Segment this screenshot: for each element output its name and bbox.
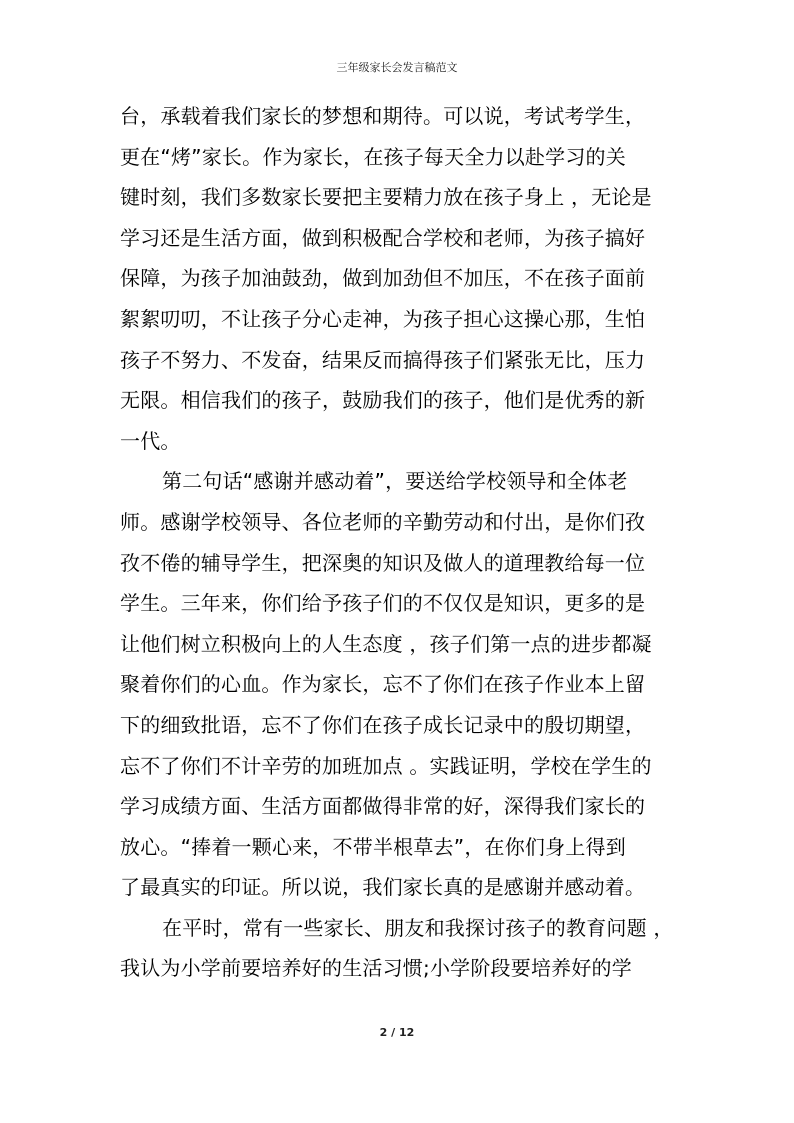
text-line: 我认为小学前要培养好的生活习惯;小学阶段要培养好的学 (120, 956, 632, 981)
text-line: 孩子不努力、不发奋，结果反而搞得孩子们紧张无比，压力 (120, 347, 646, 372)
text-line: 无限。相信我们的孩子，鼓励我们的孩子，他们是优秀的新 (120, 388, 646, 413)
text-line: 学习还是生活方面，做到积极配合学校和老师，为孩子搞好 (120, 225, 646, 250)
text-line: 下的细致批语，忘不了你们在孩子成长记录中的殷切期望， (120, 712, 646, 737)
page-number: 2 / 12 (379, 1026, 415, 1039)
document-body (120, 96, 680, 989)
text-line: 学习成绩方面、生活方面都做得非常的好，深得我们家长的 (120, 794, 646, 819)
text-line: 忘不了你们不计辛劳的加班加点 。实践证明，学校在学生的 (120, 753, 652, 778)
text-line: 絮絮叨叨，不让孩子分心走神，为孩子担心这操心那，生怕 (120, 306, 646, 331)
paragraph-start-line: 第二句话“感谢并感动着”，要送给学校领导和全体老 (162, 469, 628, 494)
text-line: 学生。三年来，你们给予孩子们的不仅仅是知识，更多的是 (120, 591, 646, 616)
page-header: 三年级家长会发言稿范文 (336, 61, 458, 74)
text-line: 键时刻，我们多数家长要把主要精力放在孩子身上 ，无论是 (120, 185, 652, 210)
text-line: 台，承载着我们家长的梦想和期待。可以说，考试考学生， (120, 104, 646, 128)
text-line: 一代。 (120, 428, 181, 453)
text-line: 聚着你们的心血。作为家长，忘不了你们在孩子作业本上留 (120, 672, 646, 697)
text-line: 了最真实的印证。所以说，我们家长真的是感谢并感动着。 (120, 875, 646, 900)
text-line: 师。感谢学校领导、各位老师的辛勤劳动和付出，是你们孜 (120, 509, 646, 534)
text-line: 孜不倦的辅导学生，把深奥的知识及做人的道理教给每一位 (120, 550, 646, 575)
text-line: 保障，为孩子加油鼓劲，做到加劲但不加压，不在孩子面前 (120, 266, 646, 291)
text-line: 放心。“捧着一颗心来，不带半根草去”，在你们身上得到 (120, 834, 626, 859)
paragraph-start-line: 在平时，常有一些家长、朋友和我探讨孩子的教育问题 ， (162, 915, 674, 940)
text-line: 更在“烤”家长。作为家长，在孩子每天全力以赴学习的关 (120, 144, 626, 169)
text-line: 让他们树立积极向上的人生态度 ，孩子们第一点的进步都凝 (120, 631, 652, 656)
